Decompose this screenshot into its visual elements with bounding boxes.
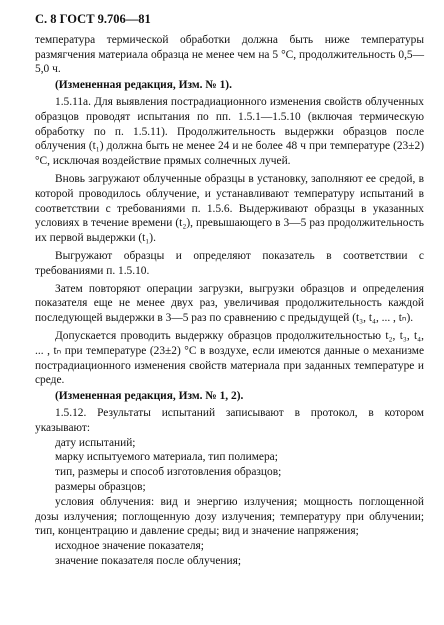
edition-note-1: (Измененная редакция, Изм. № 1). bbox=[55, 79, 232, 92]
list-item: условия облучения: вид и энергию излучения; мощность поглощенной дозы излучения; поглощенную дозу излучения; температуру при облучении; тип, концентрацию и давление среды; вид и значение напряжения; bbox=[35, 495, 424, 538]
page-header: С. 8 ГОСТ 9.706—81 bbox=[35, 12, 151, 26]
list-item: размеры образцов; bbox=[55, 480, 146, 493]
list-item: дату испытаний; bbox=[55, 436, 136, 449]
paragraph-1-5-12: 1.5.12. Результаты испытаний записывают в протокол, в котором указывают: bbox=[35, 406, 424, 434]
list-item: тип, размеры и способ изготовления образцов; bbox=[55, 466, 282, 479]
edition-note-2: (Измененная редакция, Изм. № 1, 2). bbox=[55, 390, 244, 403]
paragraph-unload: Выгружают образцы и определяют показатель в соответствии с требованиями п. 1.5.10. bbox=[35, 249, 424, 277]
paragraph-allowed: Допускается проводить выдержку образцов продолжительностью t₂, t₃, t₄, ... , tₙ при температуре (23±2) °С в воздухе, если имеются данные о механизме пострадиационного изменения свойств материала при заданных температуре и среде. bbox=[35, 329, 424, 387]
list-item: марку испытуемого материала, тип полимера; bbox=[55, 451, 278, 464]
paragraph-reload: Вновь загружают облученные образцы в установку, заполняют ее средой, в которой проводилось облучение, и устанавливают температуру испытаний в соответствии с требованиями п. 1.5.6. Выдерживают образцы в указанных условиях в течение времени (t₂), превышающего в 3—5 раз продолжительность их первой выдержки (t₁). bbox=[35, 172, 424, 245]
list-item: значение показателя после облучения; bbox=[55, 554, 242, 567]
paragraph-repeat: Затем повторяют операции загрузки, выгрузки образцов и определения показателя еще не менее двух раз, увеличивая продолжительность каждой последующей выдержки в 3—5 раз по сравнению с предыдущей (t₃, t₄, ... , tₙ). bbox=[35, 282, 424, 325]
paragraph-intro: температура термической обработки должна быть ниже температуры размягчения материала образца не менее чем на 5 °С, продолжительность 0,5—5,0 ч. bbox=[35, 33, 424, 76]
paragraph-1-5-11a: 1.5.11а. Для выявления пострадиационного изменения свойств облученных образцов проводят испытания по пп. 1.5.1—1.5.10 (включая термическую обработку по п. 1.5.11). Продолжительность выдержки образцов после облучения (t₁) должна быть не менее 24 и не более 48 ч при температуре (23±2) °С, исключая воздействие прямых солнечных лучей. bbox=[35, 95, 424, 168]
list-item: исходное значение показателя; bbox=[55, 540, 204, 553]
